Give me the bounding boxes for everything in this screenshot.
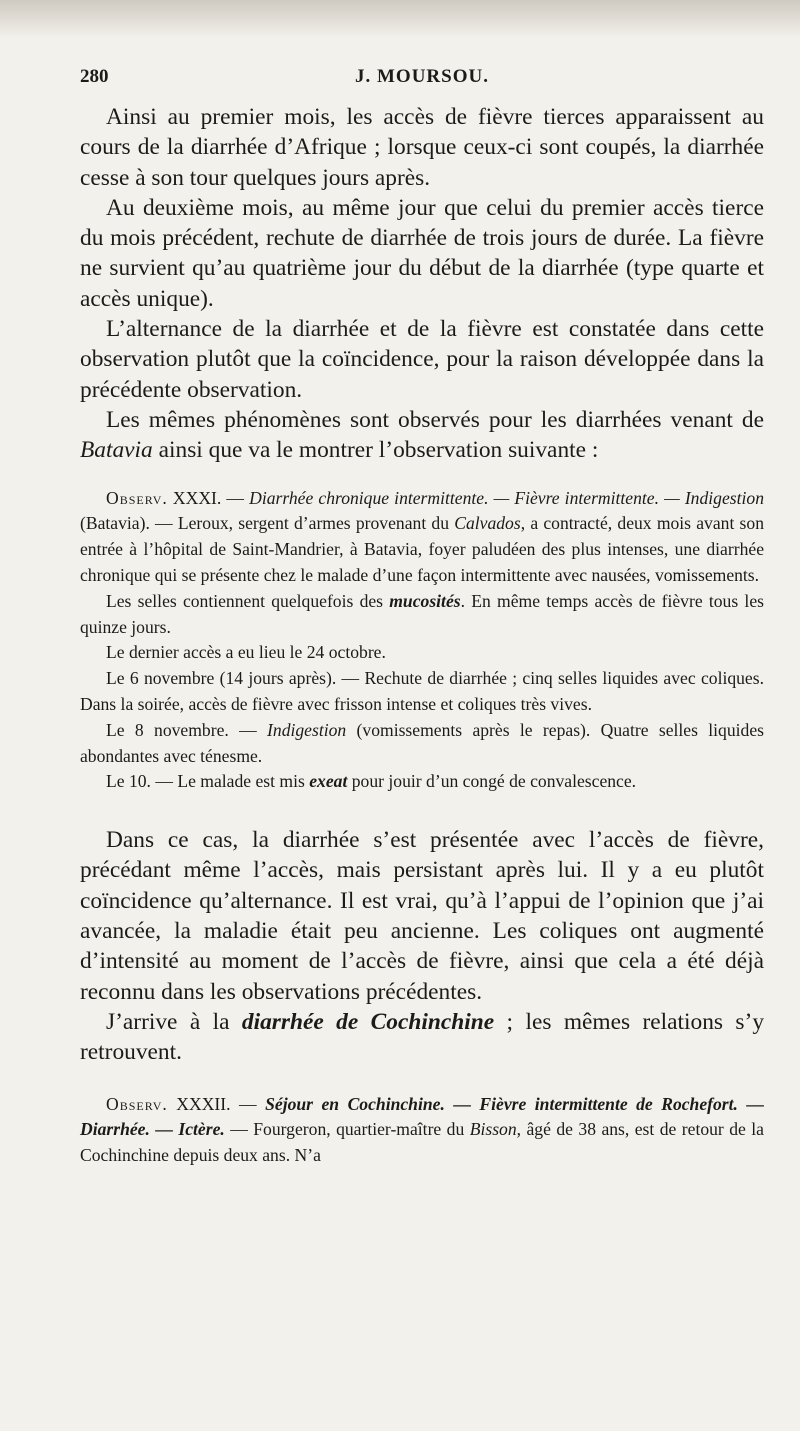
paragraph: Au deuxième mois, au même jour que celui du premier accès tierce du mois précédent, rechute de diarrhée de trois jours de durée. La fièvre ne survient qu’au quatrième jour du début de la diarrhée (type quarte et accès unique).	[80, 194, 764, 312]
observation-heading-paragraph: Observ. XXXI. — Diarrhée chronique intermittente. — Fièvre intermittente. — Indigestion (Batavia). — Leroux, sergent d’armes provenant du Calvados, a contracté, deux mois avant son entrée à l’hôpital de Saint-Mandrier, à Batavia, foyer paludéen des plus intenses, une diarrhée chronique qui se présente chez le malade d’une façon intermittente avec nausées, vomissements.	[80, 487, 764, 585]
page-top-shading	[0, 0, 800, 38]
observation-31	[80, 486, 764, 796]
paragraph: Les mêmes phénomènes sont observés pour les diarrhées venant de Batavia ainsi que va le montrer l’observation suivante :	[80, 406, 764, 464]
paragraph: Dans ce cas, la diarrhée s’est présentée avec l’accès de fièvre, précédant même l’accès, mais persistant après lui. Il y a eu plutôt coïncidence qu’alternance. Il est vrai, qu’à l’appui de l’opinion que j’ai avancée, la maladie était peu ancienne. Les coliques ont augmenté d’intensité au moment de l’accès de fièvre, ainsi que cela a été déjà reconnu dans les observations précédentes.	[80, 827, 764, 1005]
paragraph: L’alternance de la diarrhée et de la fièvre est constatée dans cette observation plutôt que la coïncidence, pour la raison développée dans la précédente observation.	[80, 316, 764, 403]
paragraph: Ainsi au premier mois, les accès de fièvre tierces apparaissent au cours de la diarrhée d’Afrique ; lorsque ceux-ci sont coupés, la diarrhée cesse à son tour quelques jours après.	[80, 104, 764, 191]
observation-heading-paragraph: Observ. XXXII. — Séjour en Cochinchine. — Fièvre intermittente de Rochefort. — Diarrhée. — Ictère. — Fourgeron, quartier-maître du Bisson, âgé de 38 ans, est de retour de la Cochinchine depuis deux ans. N’a	[80, 1093, 765, 1166]
main-text-top	[80, 102, 764, 466]
main-text-bottom	[80, 825, 764, 1067]
place-name: Batavia	[80, 437, 153, 464]
observation-32	[80, 1092, 764, 1169]
page-number: 280	[80, 66, 109, 87]
observation-paragraph: Le 6 novembre (14 jours après). — Rechute de diarrhée ; cinq selles liquides avec coliques. Dans la soirée, accès de fièvre avec frisson intense et coliques très vives.	[80, 668, 764, 714]
book-page	[80, 66, 764, 1169]
observation-paragraph: Le 8 novembre. — Indigestion (vomissements après le repas). Quatre selles liquides abondantes avec ténesme.	[80, 719, 764, 766]
paragraph: J’arrive à la diarrhée de Cochinchine ; les mêmes relations s’y retrouvent.	[80, 1008, 765, 1066]
observation-paragraph: Le 10. — Le malade est mis exeat pour jouir d’un congé de convalescence.	[106, 771, 637, 792]
observation-paragraph: Le dernier accès a eu lieu le 24 octobre.	[106, 642, 386, 663]
page-header	[80, 66, 764, 102]
running-head: J. MOURSOU.	[355, 66, 489, 87]
observation-paragraph: Les selles contiennent quelquefois des mucosités. En même temps accès de fièvre tous les quinze jours.	[80, 590, 764, 637]
